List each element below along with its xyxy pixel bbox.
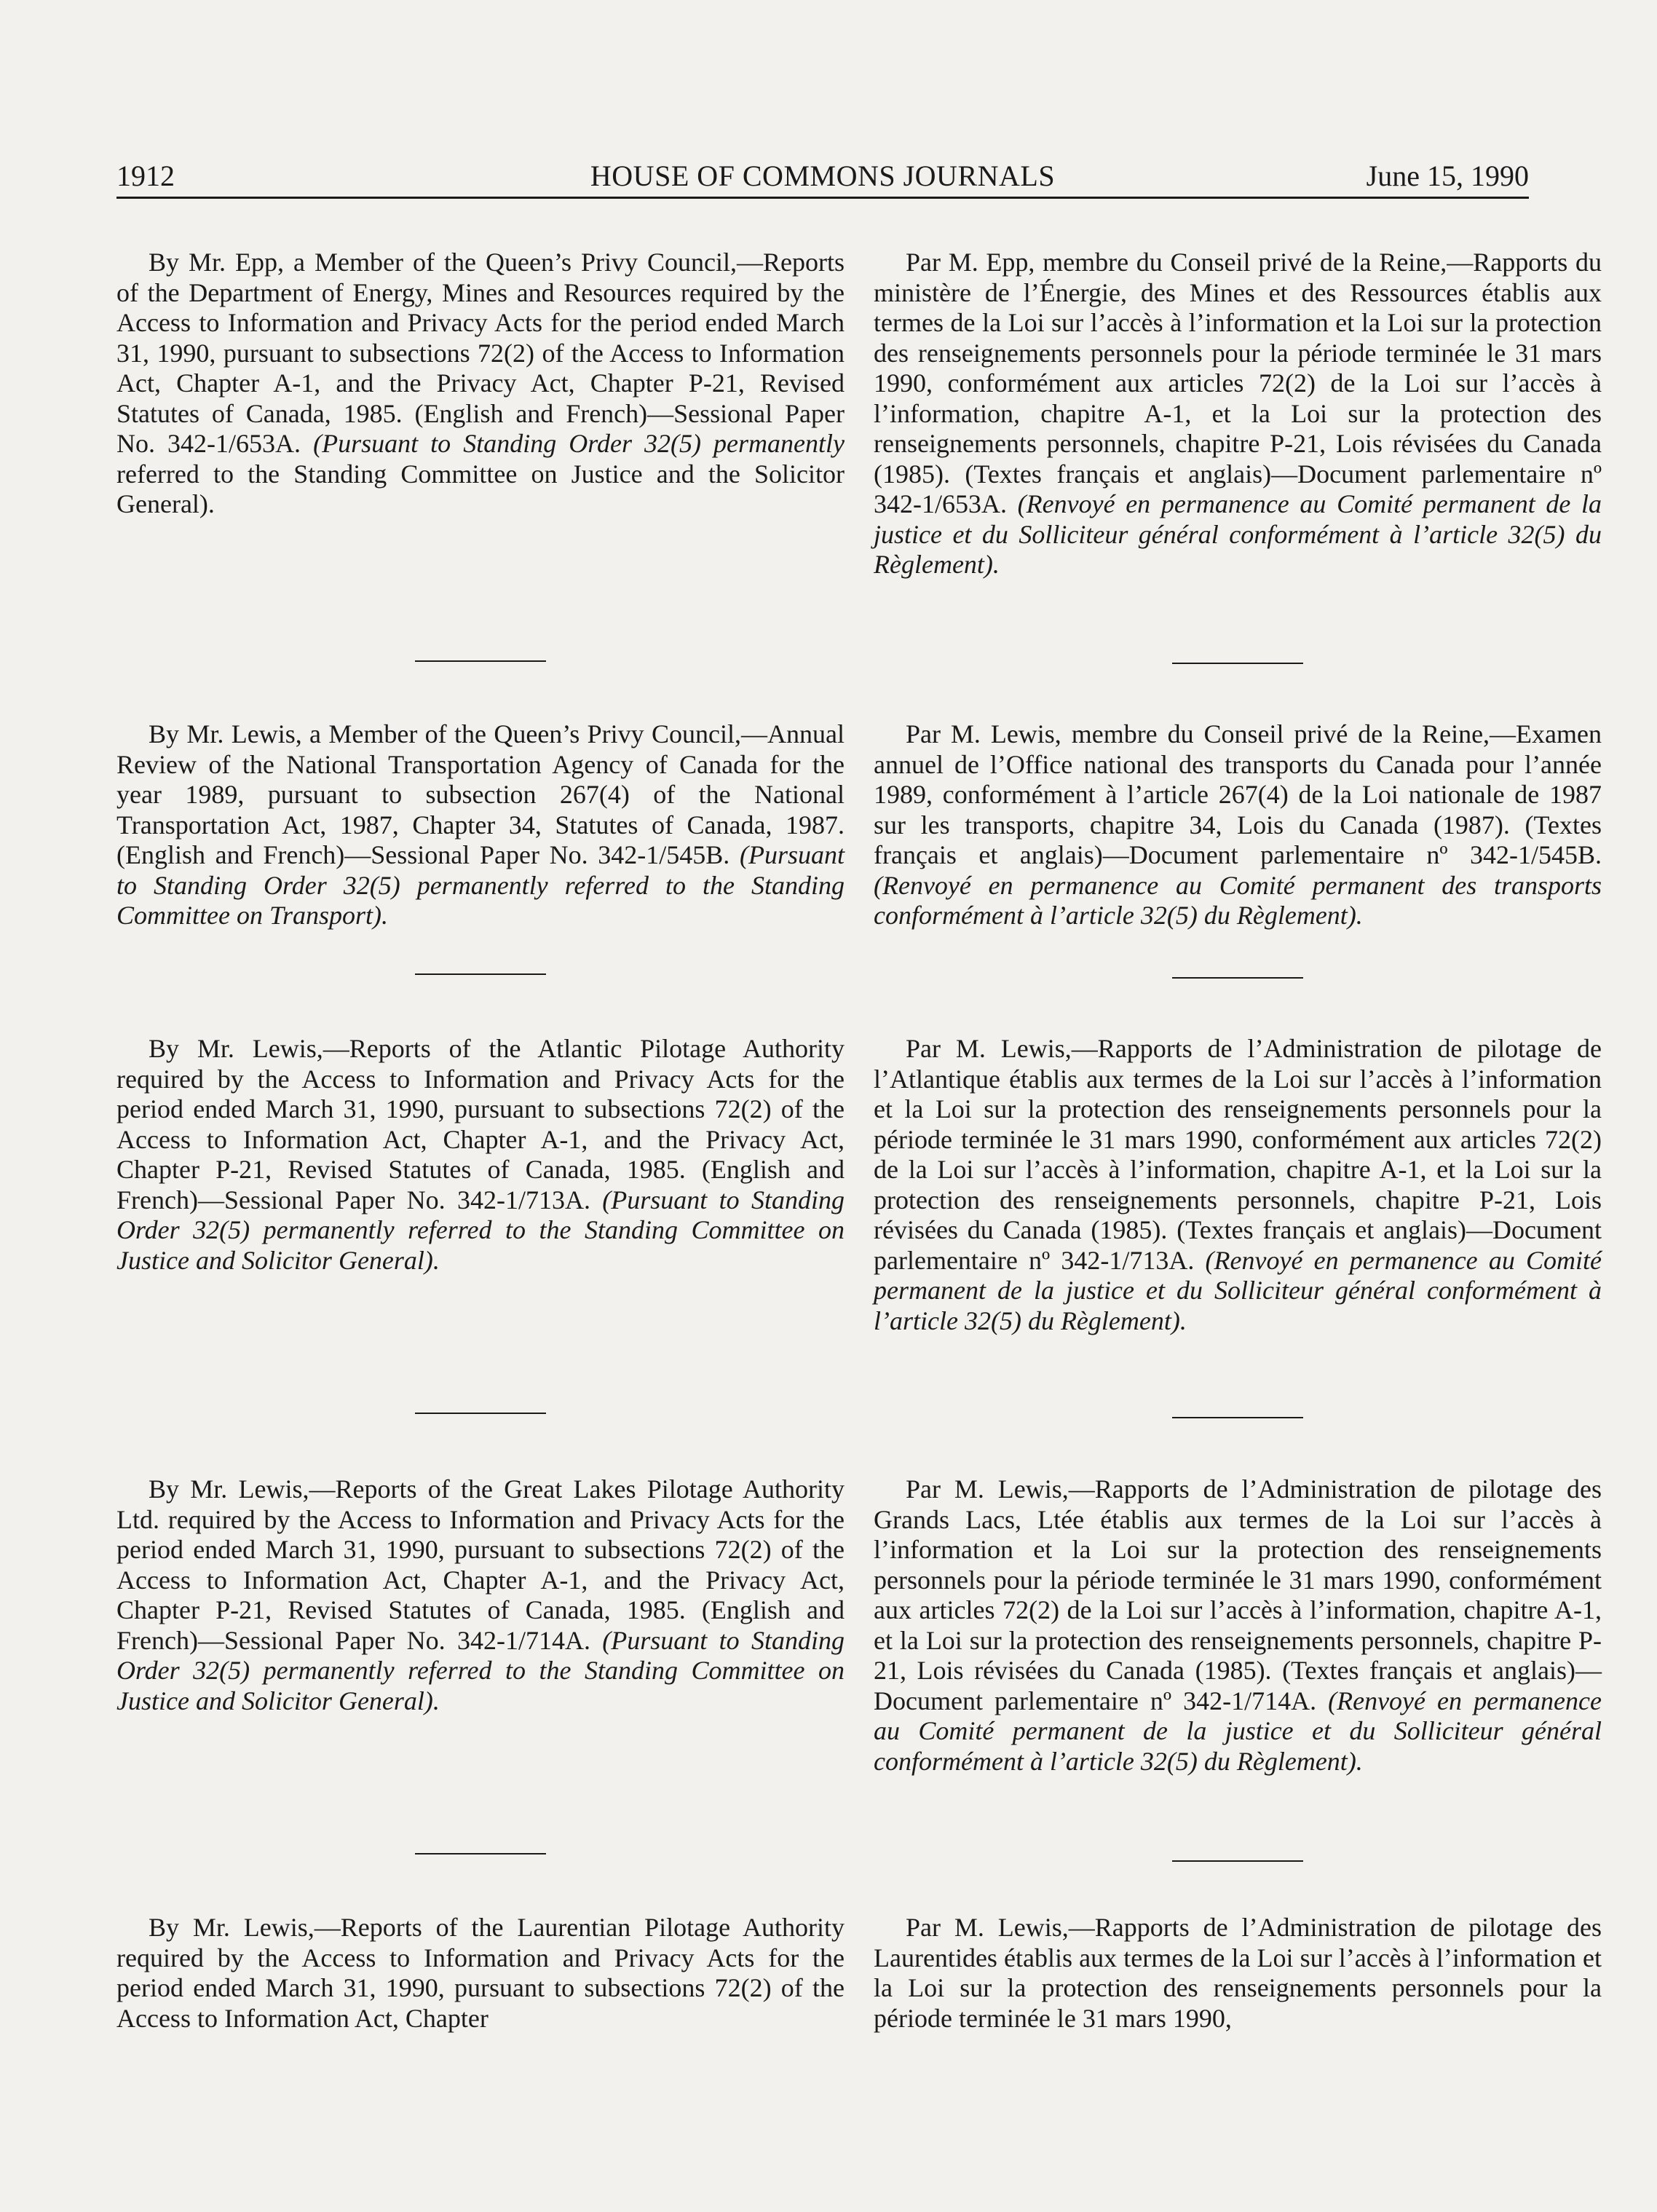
french-entry bbox=[874, 1913, 1602, 2034]
english-entry bbox=[116, 1034, 845, 1276]
page-number: 1912 bbox=[116, 159, 175, 192]
entry-referral: (Pursuant to Standing Order 32(5) permanently referred to the Standing Committee on Justice and Solicitor General). bbox=[116, 1185, 845, 1275]
french-entry bbox=[874, 248, 1602, 580]
english-entry bbox=[116, 1474, 845, 1716]
entry-text: By Mr. Epp, a Member of the Queen’s Privy Council,—Reports of the Department of Energy, Mines and Resources required by the Access to Information and Privacy Acts for the period ended March 31, 1990, pursuant to subsections 72(2) of the Access to Information Act, Chapter A-1, and the Privacy Act, Chapter P-21, Revised Statutes of Canada, 1985. (English and French)—Sessional Paper No. 342-1/653A. bbox=[116, 248, 845, 458]
page-date: June 15, 1990 bbox=[1366, 159, 1529, 192]
page-header bbox=[116, 156, 1529, 199]
separator-rule bbox=[415, 660, 546, 662]
separator-rule bbox=[1172, 1860, 1303, 1862]
english-entry bbox=[116, 719, 845, 931]
separator-rule bbox=[1172, 663, 1303, 664]
entry-tail: referred to the Standing Committee on Justice and the Solicitor General). bbox=[116, 459, 845, 518]
entry-text: By Mr. Lewis, a Member of the Queen’s Privy Council,—Annual Review of the National Transportation Agency of Canada for the year 1989, pursuant to subsection 267(4) of the National Transportation Act, 1987, Chapter 34, Statutes of Canada, 1987. (English and French)—Sessional Paper No. 342-1/545B. bbox=[116, 719, 845, 869]
entry-text: Par M. Lewis,—Rapports de l’Administration de pilotage des Grands Lacs, Ltée établis aux termes de la Loi sur l’accès à l’information et la Loi sur la protection des renseignements personnels pour la période terminée le 31 mars 1990, conformément aux articles 72(2) de la Loi sur l’accès à l’information, chapitre A-1, et la Loi sur la protection des renseignements personnels, chapitre P-21, Lois révisées du Canada (1985). (Textes français et anglais)—Document parlementaire nº 342-1/714A. bbox=[874, 1474, 1602, 1715]
entry-referral: (Pursuant to Standing Order 32(5) permanently referred to the Standing Committee on Justice and Solicitor General). bbox=[116, 1625, 845, 1715]
entry-referral: (Renvoyé en permanence au Comité permanent de la justice et du Solliciteur général conformément à l’article 32(5) du Règlement). bbox=[874, 1686, 1602, 1776]
entry-text: By Mr. Lewis,—Reports of the Laurentian Pilotage Authority required by the Access to Information and Privacy Acts for the period ended March 31, 1990, pursuant to subsections 72(2) of the Access to Information Act, Chapter bbox=[116, 1913, 845, 2033]
entry-text: Par M. Lewis,—Rapports de l’Administration de pilotage des Laurentides établis aux termes de la Loi sur l’accès à l’information et la Loi sur la protection des renseignements personnels pour la période terminée le 31 mars 1990, bbox=[874, 1913, 1602, 2033]
separator-rule bbox=[415, 1853, 546, 1854]
french-entry bbox=[874, 1474, 1602, 1777]
separator-rule bbox=[1172, 977, 1303, 979]
separator-rule bbox=[1172, 1417, 1303, 1418]
journal-title: HOUSE OF COMMONS JOURNALS bbox=[590, 159, 1056, 192]
entry-text: By Mr. Lewis,—Reports of the Great Lakes Pilotage Authority Ltd. required by the Access to Information and Privacy Acts for the period ended March 31, 1990, pursuant to subsections 72(2) of the Access to Information Act, Chapter A-1, and the Privacy Act, Chapter P-21, Revised Statutes of Canada, 1985. (English and French)—Sessional Paper No. 342-1/714A. bbox=[116, 1474, 845, 1655]
french-entry bbox=[874, 719, 1602, 931]
entry-referral: (Renvoyé en permanence au Comité permanent des transports conformément à l’article 32(5) du Règlement). bbox=[874, 870, 1602, 930]
entry-referral: (Renvoyé en permanence au Comité permanent de la justice et du Solliciteur général conformément à l’article 32(5) du Règlement). bbox=[874, 1245, 1602, 1335]
french-entry bbox=[874, 1034, 1602, 1336]
entry-text: Par M. Epp, membre du Conseil privé de la Reine,—Rapports du ministère de l’Énergie, des Mines et des Ressources établis aux termes de la Loi sur l’accès à l’information et la Loi sur la protection des renseignements personnels pour la période terminée le 31 mars 1990, conformément aux articles 72(2) de la Loi sur l’accès à l’information, chapitre A-1, et la Loi sur la protection des renseignements personnels, chapitre P-21, Lois révisées du Canada (1985). (Textes français et anglais)—Document parlementaire nº 342-1/653A. bbox=[874, 248, 1602, 518]
entry-referral: (Pursuant to Standing Order 32(5) permanently referred to the Standing Committee on Transport). bbox=[116, 840, 845, 930]
entry-text: Par M. Lewis,—Rapports de l’Administration de pilotage de l’Atlantique établis aux termes de la Loi sur l’accès à l’information et la Loi sur la protection des renseignements personnels pour la période terminée le 31 mars 1990, conformément aux articles 72(2) de la Loi sur l’accès à l’information, chapitre A-1, et la Loi sur la protection des renseignements personnels, chapitre P-21, Lois révisées du Canada (1985). (Textes français et anglais)—Document parlementaire nº 342-1/713A. bbox=[874, 1034, 1602, 1275]
separator-rule bbox=[415, 973, 546, 975]
separator-rule bbox=[415, 1413, 546, 1414]
entry-text: By Mr. Lewis,—Reports of the Atlantic Pilotage Authority required by the Access to Information and Privacy Acts for the period ended March 31, 1990, pursuant to subsections 72(2) of the Access to Information Act, Chapter A-1, and the Privacy Act, Chapter P-21, Revised Statutes of Canada, 1985. (English and French)—Sessional Paper No. 342-1/713A. bbox=[116, 1034, 845, 1214]
entry-referral: (Pursuant to Standing Order 32(5) permanently bbox=[313, 429, 845, 458]
english-entry bbox=[116, 1913, 845, 2034]
entry-text: Par M. Lewis, membre du Conseil privé de la Reine,—Examen annuel de l’Office national des transports du Canada pour l’année 1989, conformément à l’article 267(4) de la Loi nationale de 1987 sur les transports, chapitre 34, Lois du Canada (1987). (Textes français et anglais)—Document parlementaire nº 342-1/545B. bbox=[874, 719, 1602, 869]
entry-referral: (Renvoyé en permanence au Comité permanent de la justice et du Solliciteur général conformément à l’article 32(5) du Règlement). bbox=[874, 489, 1602, 579]
english-entry bbox=[116, 248, 845, 520]
